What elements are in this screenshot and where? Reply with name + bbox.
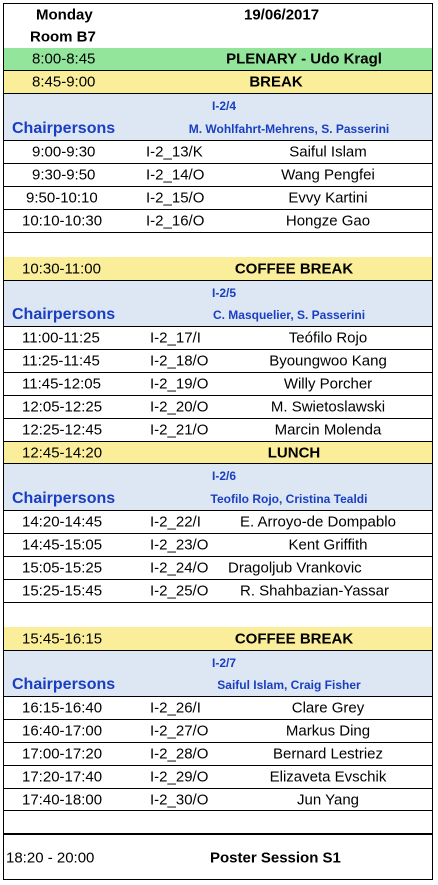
- talk-time: 9:50-10:10: [26, 189, 98, 207]
- plenary-row: [4, 48, 432, 71]
- talk-row: [4, 187, 432, 210]
- session-1-title-row: [4, 94, 432, 117]
- session-3-title: I-2/6: [211, 468, 236, 483]
- date-label: 19/06/2017: [244, 6, 320, 23]
- talk-row: [4, 164, 432, 187]
- talk-time: 16:15-16:40: [22, 699, 103, 717]
- lunch-time: 12:45-14:20: [22, 444, 103, 461]
- spacer-row: [4, 603, 432, 628]
- talk-speaker: Byoungwoo Kang: [269, 352, 387, 370]
- talk-code: I-2_28/O: [150, 745, 209, 763]
- talk-code: I-2_27/O: [150, 722, 209, 740]
- talk-time: 17:40-18:00: [22, 791, 103, 808]
- talk-speaker: Markus Ding: [285, 722, 371, 740]
- talk-row: [4, 511, 432, 534]
- talk-row: [4, 141, 432, 164]
- session-1-title: I-2/4: [211, 98, 236, 113]
- talk-code: I-2_22/I: [150, 513, 201, 531]
- coffee-break-time: 10:30-11:00: [22, 260, 101, 277]
- coffee-break-row: [4, 257, 432, 281]
- session-2-chair-row: [4, 304, 432, 327]
- coffee-break-title: COFFEE BREAK: [234, 630, 354, 647]
- talk-row: [4, 557, 432, 580]
- talk-code: I-2_20/O: [150, 398, 209, 416]
- talk-code: I-2_19/O: [150, 375, 209, 393]
- talk-time: 15:05-15:25: [22, 559, 103, 577]
- talk-time: 11:00-11:25: [22, 329, 100, 347]
- talk-time: 11:45-12:05: [22, 375, 101, 393]
- talk-row: [4, 373, 432, 396]
- talk-time: 11:25-11:45: [22, 352, 100, 370]
- break-title: BREAK: [249, 73, 303, 91]
- poster-title: Poster Session S1: [210, 849, 341, 867]
- talk-time: 9:00-9:30: [32, 143, 96, 161]
- chairpersons-label: Chairpersons: [12, 489, 116, 507]
- header-row: [4, 4, 432, 25]
- talk-speaker: Marcin Molenda: [274, 421, 382, 439]
- lunch-row: [4, 442, 432, 464]
- talk-speaker: Dragoljub Vrankovic: [228, 559, 362, 577]
- talk-code: I-2_24/O: [150, 559, 209, 577]
- talk-row: [4, 327, 432, 350]
- session-2-chairs: C. Masquelier, S. Passerini: [212, 308, 366, 322]
- talk-speaker: M. Swietoslawski: [270, 398, 386, 416]
- session-4-chairs: Saiful Islam, Craig Fisher: [217, 678, 361, 692]
- room-row: [4, 25, 432, 48]
- talk-code: I-2_15/O: [146, 189, 205, 207]
- talk-code: I-2_14/O: [146, 166, 205, 184]
- talk-row: [4, 766, 432, 789]
- talk-time: 9:30-9:50: [32, 166, 96, 184]
- talk-speaker: Elizaveta Evschik: [269, 768, 387, 786]
- talk-code: I-2_18/O: [150, 352, 209, 370]
- session-4-title-row: [4, 651, 432, 674]
- break-row: [4, 71, 432, 94]
- talk-row: [4, 396, 432, 419]
- talk-code: I-2_21/O: [150, 421, 209, 439]
- plenary-title: PLENARY - Udo Kragl: [226, 50, 382, 68]
- poster-row: [4, 836, 432, 880]
- talk-code: I-2_16/O: [146, 212, 205, 230]
- talk-code: I-2_30/O: [150, 791, 209, 808]
- coffee-break-title: COFFEE BREAK: [234, 260, 354, 277]
- talk-code: I-2_23/O: [150, 536, 209, 554]
- talk-code: I-2_26/I: [150, 699, 201, 717]
- talk-speaker: Willy Porcher: [283, 375, 373, 393]
- talk-row: [4, 697, 432, 720]
- session-3-title-row: [4, 464, 432, 487]
- poster-divider: [4, 833, 432, 835]
- talk-time: 16:40-17:00: [22, 722, 103, 740]
- talk-speaker: Bernard Lestriez: [272, 745, 384, 763]
- coffee-break-time: 15:45-16:15: [22, 630, 103, 647]
- room-label: Room B7: [30, 28, 96, 45]
- talk-speaker: Saiful Islam: [289, 143, 367, 161]
- talk-time: 12:05-12:25: [22, 398, 103, 416]
- talk-row: [4, 720, 432, 743]
- session-2-title: I-2/5: [211, 285, 236, 300]
- chairpersons-label: Chairpersons: [12, 676, 116, 693]
- session-1-chair-row: [4, 117, 432, 141]
- talk-row: [4, 534, 432, 557]
- talk-row: [4, 419, 432, 442]
- talk-speaker: R. Shahbazian-Yassar: [240, 582, 389, 600]
- session-3-chairs: Teofilo Rojo, Cristina Tealdi: [210, 491, 368, 506]
- day-label: Monday: [36, 6, 93, 23]
- talk-time: 14:20-14:45: [22, 513, 103, 531]
- session-4-chair-row: [4, 674, 432, 697]
- talk-row: [4, 210, 432, 233]
- chairpersons-label: Chairpersons: [12, 306, 116, 323]
- talk-time: 15:25-15:45: [22, 582, 103, 600]
- talk-row: [4, 789, 432, 811]
- talk-speaker: Clare Grey: [291, 699, 365, 717]
- talk-speaker: Evvy Kartini: [288, 189, 368, 207]
- talk-time: 12:25-12:45: [22, 421, 103, 439]
- talk-speaker: Wang Pengfei: [281, 166, 375, 184]
- talk-speaker: Hongze Gao: [285, 212, 371, 230]
- poster-time: 18:20 - 20:00: [6, 849, 95, 867]
- session-2-title-row: [4, 281, 432, 304]
- talk-code: I-2_17/I: [150, 329, 201, 347]
- talk-speaker: E. Arroyo-de Dompablo: [240, 513, 396, 531]
- session-4-title: I-2/7: [211, 655, 236, 670]
- talk-time: 17:20-17:40: [22, 768, 103, 786]
- talk-speaker: Teófilo Rojo: [288, 329, 368, 347]
- talk-speaker: Kent Griffith: [288, 536, 368, 554]
- spacer-row: [4, 233, 432, 258]
- talk-time: 17:00-17:20: [22, 745, 103, 763]
- talk-row: [4, 580, 432, 603]
- talk-row: [4, 743, 432, 766]
- talk-code: I-2_29/O: [150, 768, 209, 786]
- talk-time: 14:45-15:05: [22, 536, 103, 554]
- chairpersons-label: Chairpersons: [12, 119, 116, 137]
- table-left-border: [3, 141, 4, 233]
- break-time: 8:45-9:00: [32, 73, 96, 91]
- coffee-break-row: [4, 627, 432, 651]
- session-1-chairs: M. Wohlfahrt-Mehrens, S. Passerini: [188, 121, 390, 136]
- session-3-chair-row: [4, 487, 432, 511]
- talk-code: I-2_25/O: [150, 582, 209, 600]
- talk-speaker: Jun Yang: [297, 791, 359, 808]
- talk-row: [4, 350, 432, 373]
- lunch-title: LUNCH: [267, 444, 321, 461]
- plenary-time: 8:00-8:45: [32, 50, 96, 68]
- talk-time: 10:10-10:30: [22, 212, 103, 230]
- talk-code: I-2_13/K: [146, 143, 203, 161]
